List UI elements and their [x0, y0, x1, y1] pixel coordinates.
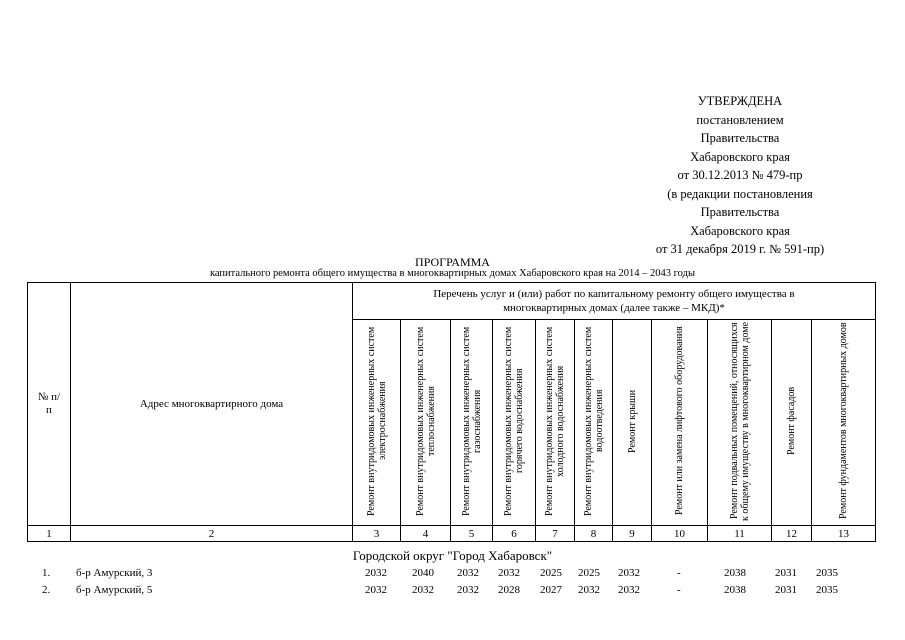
approval-line: Хабаровского края — [690, 223, 790, 238]
row-value: 2031 — [775, 567, 797, 579]
row-number: 2. — [42, 584, 51, 596]
column-number: 11 — [708, 526, 772, 542]
column-number: 5 — [451, 526, 493, 542]
header-service-col — [613, 320, 652, 526]
row-value: 2032 — [365, 567, 387, 579]
service-label: Ремонт внутридомовых инженерных систем горячего водоснабжения — [503, 326, 525, 516]
service-label: Ремонт внутридомовых инженерных систем электроснабжения — [365, 326, 388, 516]
approval-block — [640, 92, 840, 259]
row-value: 2032 — [457, 584, 479, 596]
row-value: 2040 — [412, 567, 434, 579]
column-number: 3 — [353, 526, 401, 542]
approval-line: постановлением — [696, 112, 784, 127]
table-row — [0, 584, 905, 602]
header-address-label: Адрес многоквартирного дома — [139, 398, 284, 410]
header-address — [71, 283, 353, 526]
row-value: - — [677, 567, 681, 579]
service-label: Ремонт крыши — [626, 389, 638, 453]
column-number: 4 — [401, 526, 451, 542]
header-number-label: № п/п — [37, 391, 61, 416]
program-title: ПРОГРАММА — [415, 255, 490, 269]
header-service-col — [401, 320, 451, 526]
header-service-col — [772, 320, 812, 526]
approval-line: Хабаровского края — [690, 149, 790, 164]
header-services-label: Перечень услуг и (или) работ по капитальному ремонту общего имущества в многоквартирных домах (далее также – МКД)* — [433, 288, 795, 314]
row-value: 2028 — [498, 584, 520, 596]
service-label: Ремонт фундаментов многоквартирных домов — [838, 322, 849, 520]
approval-line: (в редакции постановления — [667, 186, 813, 201]
column-number: 12 — [772, 526, 812, 542]
header-service-col — [812, 320, 876, 526]
header-service-col — [493, 320, 536, 526]
row-value: 2032 — [457, 567, 479, 579]
row-value: 2035 — [816, 567, 838, 579]
header-service-col — [708, 320, 772, 526]
column-number: 9 — [613, 526, 652, 542]
row-value: - — [677, 584, 681, 596]
header-service-col — [575, 320, 613, 526]
service-label: Ремонт внутридомовых инженерных систем холодного водоснабжения — [544, 326, 566, 516]
row-value: 2032 — [365, 584, 387, 596]
approval-line: от 31 декабря 2019 г. № 591-пр) — [655, 242, 825, 256]
service-label: Ремонт подвальных помещений, относящихся к общему имуществу в многоквартирном доме — [728, 321, 751, 521]
row-value: 2032 — [618, 584, 640, 596]
row-number: 1. — [42, 567, 51, 579]
header-service-col — [451, 320, 493, 526]
program-subtitle: капитального ремонта общего имущества в многоквартирных домах Хабаровского края на 2014 – 2043 годы — [209, 268, 696, 279]
row-value: 2038 — [724, 584, 746, 596]
header-number — [28, 283, 71, 526]
service-label: Ремонт внутридомовых инженерных систем газоснабжения — [460, 326, 483, 516]
row-value: 2032 — [498, 567, 520, 579]
row-value: 2035 — [816, 584, 838, 596]
row-value: 2038 — [724, 567, 746, 579]
column-number: 8 — [575, 526, 613, 542]
header-service-col — [353, 320, 401, 526]
table-row — [0, 567, 905, 585]
header-service-col — [536, 320, 575, 526]
approval-line: УТВЕРЖДЕНА — [697, 94, 783, 108]
header-service-col — [652, 320, 708, 526]
column-number: 2 — [71, 526, 353, 542]
header-services — [353, 283, 876, 320]
column-number: 1 — [28, 526, 71, 542]
region-heading: Городской округ "Город Хабаровск" — [352, 548, 553, 563]
row-value: 2032 — [412, 584, 434, 596]
row-value: 2025 — [578, 567, 600, 579]
approval-line: Правительства — [700, 205, 780, 219]
column-number: 7 — [536, 526, 575, 542]
program-table — [27, 282, 876, 542]
service-label: Ремонт или замена лифтового оборудования — [674, 326, 685, 516]
row-value: 2032 — [618, 567, 640, 579]
row-value: 2025 — [540, 567, 562, 579]
service-label: Ремонт внутридомовых инженерных систем водоотведения — [582, 326, 605, 516]
row-address: б-р Амурский, 5 — [76, 584, 153, 596]
row-value: 2027 — [540, 584, 562, 596]
approval-line: от 30.12.2013 № 479-пр — [677, 168, 803, 182]
service-label: Ремонт внутридомовых инженерных систем теплоснабжения — [414, 326, 437, 516]
column-number: 10 — [652, 526, 708, 542]
row-address: б-р Амурский, 3 — [76, 567, 153, 579]
approval-line: Правительства — [700, 131, 780, 145]
row-value: 2032 — [578, 584, 600, 596]
column-number: 6 — [493, 526, 536, 542]
service-label: Ремонт фасадов — [786, 386, 797, 456]
column-number: 13 — [812, 526, 876, 542]
row-value: 2031 — [775, 584, 797, 596]
